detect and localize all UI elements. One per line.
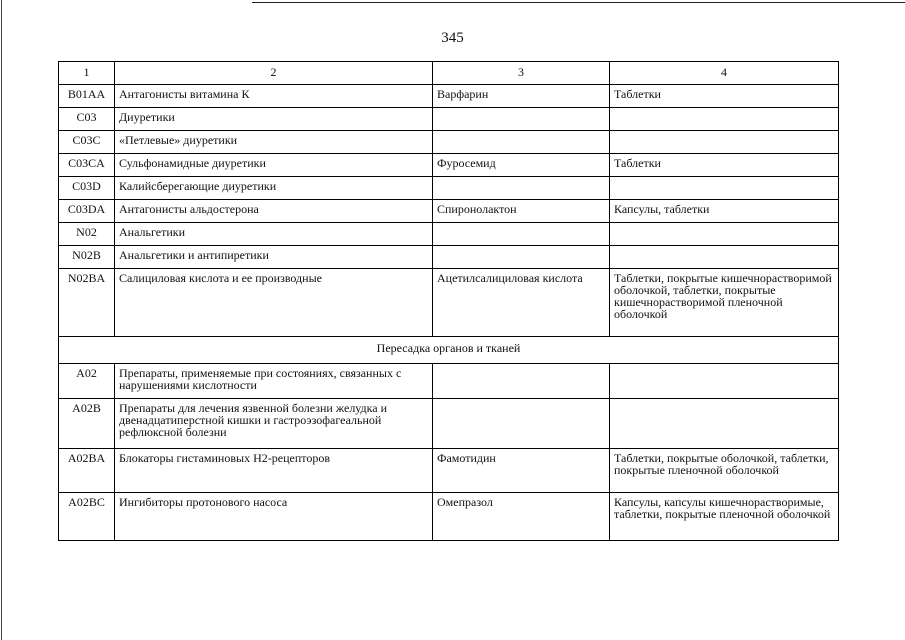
- group-name-cell: Салициловая кислота и ее производные: [115, 269, 433, 337]
- dosage-form-cell: Таблетки: [610, 85, 839, 108]
- drug-name-cell: Омепразол: [433, 493, 610, 541]
- atc-code-cell: A02: [59, 364, 115, 399]
- group-name-cell: «Петлевые» диуретики: [115, 131, 433, 154]
- scan-edge-left: [1, 0, 2, 640]
- group-name-cell: Калийсберегающие диуретики: [115, 177, 433, 200]
- atc-code-cell: B01AA: [59, 85, 115, 108]
- drug-table: [58, 61, 839, 541]
- atc-code-cell: C03: [59, 108, 115, 131]
- table-row: [59, 200, 839, 223]
- atc-code-cell: A02BA: [59, 449, 115, 493]
- dosage-form-cell: [610, 131, 839, 154]
- drug-name-cell: [433, 177, 610, 200]
- drug-name-cell: Фуросемид: [433, 154, 610, 177]
- drug-name-cell: Варфарин: [433, 85, 610, 108]
- group-name-cell: Сульфонамидные диуретики: [115, 154, 433, 177]
- dosage-form-cell: [610, 108, 839, 131]
- table-row: [59, 223, 839, 246]
- group-name-cell: Препараты для лечения язвенной болезни желудка и двенадцатиперстной кишки и гастроэзофагеальной рефлюксной болезни: [115, 399, 433, 449]
- atc-code-cell: N02B: [59, 246, 115, 269]
- table-row: [59, 177, 839, 200]
- atc-code-cell: N02BA: [59, 269, 115, 337]
- table-row: [59, 246, 839, 269]
- drug-name-cell: Спиронолактон: [433, 200, 610, 223]
- atc-code-cell: C03D: [59, 177, 115, 200]
- section-header-row: [59, 337, 839, 364]
- atc-code-cell: N02: [59, 223, 115, 246]
- table-row: [59, 493, 839, 541]
- group-name-cell: Анальгетики: [115, 223, 433, 246]
- atc-code-cell: C03CA: [59, 154, 115, 177]
- header-col-1: 1: [59, 62, 115, 85]
- group-name-cell: Антагонисты витамина К: [115, 85, 433, 108]
- drug-name-cell: [433, 399, 610, 449]
- atc-code-cell: A02BC: [59, 493, 115, 541]
- drug-name-cell: [433, 131, 610, 154]
- page-number: 345: [441, 30, 464, 46]
- header-col-4: 4: [610, 62, 839, 85]
- table-row: [59, 449, 839, 493]
- dosage-form-cell: [610, 246, 839, 269]
- table-row: [59, 108, 839, 131]
- group-name-cell: Анальгетики и антипиретики: [115, 246, 433, 269]
- drug-name-cell: [433, 246, 610, 269]
- dosage-form-cell: Таблетки, покрытые оболочкой, таблетки, покрытые пленочной оболочкой: [610, 449, 839, 493]
- drug-name-cell: [433, 364, 610, 399]
- table-header-row: [59, 62, 839, 85]
- dosage-form-cell: Таблетки: [610, 154, 839, 177]
- dosage-form-cell: Капсулы, капсулы кишечнорастворимые, таблетки, покрытые пленочной оболочкой: [610, 493, 839, 541]
- table-row: [59, 154, 839, 177]
- drug-name-cell: Фамотидин: [433, 449, 610, 493]
- dosage-form-cell: [610, 177, 839, 200]
- scan-edge-top: [252, 2, 905, 3]
- section-title: Пересадка органов и тканей: [59, 337, 839, 364]
- group-name-cell: Блокаторы гистаминовых H2-рецепторов: [115, 449, 433, 493]
- dosage-form-cell: Капсулы, таблетки: [610, 200, 839, 223]
- drug-name-cell: Ацетилсалициловая кислота: [433, 269, 610, 337]
- table-row: [59, 364, 839, 399]
- drug-name-cell: [433, 108, 610, 131]
- table-row: [59, 269, 839, 337]
- atc-code-cell: C03C: [59, 131, 115, 154]
- group-name-cell: Диуретики: [115, 108, 433, 131]
- header-col-3: 3: [433, 62, 610, 85]
- dosage-form-cell: [610, 399, 839, 449]
- dosage-form-cell: [610, 364, 839, 399]
- table-row: [59, 399, 839, 449]
- atc-code-cell: A02B: [59, 399, 115, 449]
- table-row: [59, 85, 839, 108]
- group-name-cell: Ингибиторы протонового насоса: [115, 493, 433, 541]
- group-name-cell: Препараты, применяемые при состояниях, связанных с нарушениями кислотности: [115, 364, 433, 399]
- group-name-cell: Антагонисты альдостерона: [115, 200, 433, 223]
- table-row: [59, 131, 839, 154]
- atc-code-cell: C03DA: [59, 200, 115, 223]
- dosage-form-cell: [610, 223, 839, 246]
- dosage-form-cell: Таблетки, покрытые кишечнорастворимой оболочкой, таблетки, покрытые кишечнорастворимой пленочной оболочкой: [610, 269, 839, 337]
- header-col-2: 2: [115, 62, 433, 85]
- drug-name-cell: [433, 223, 610, 246]
